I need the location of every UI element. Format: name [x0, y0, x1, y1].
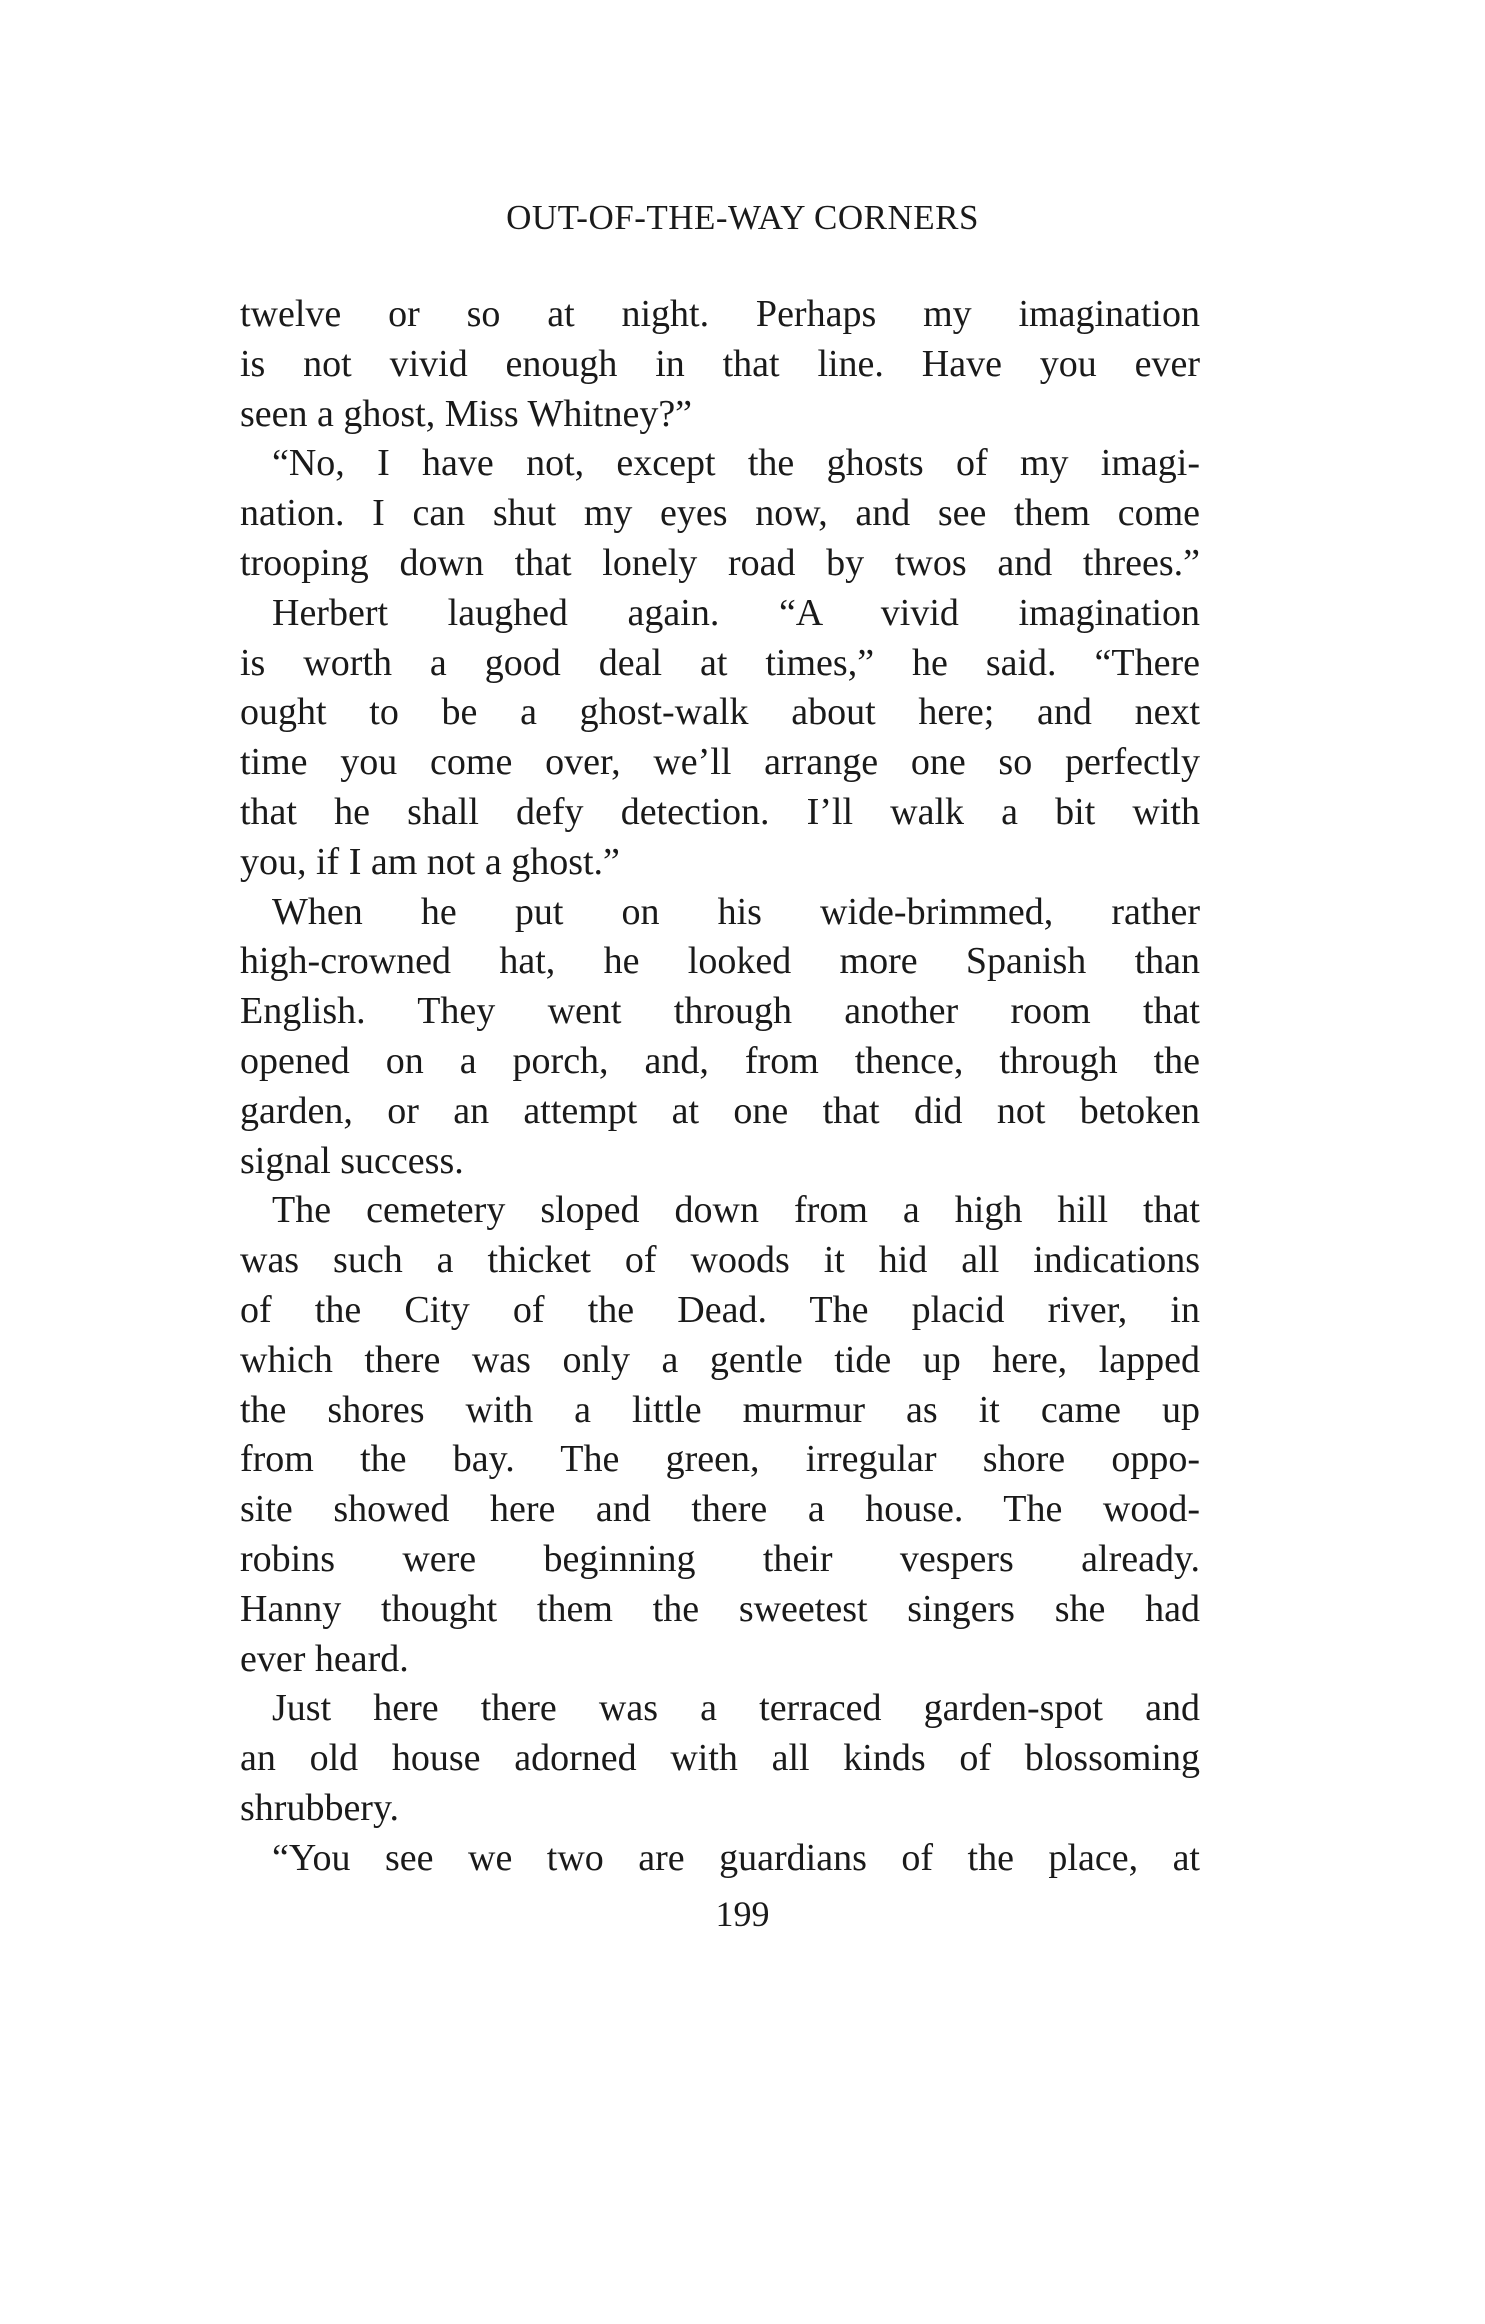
text-line: Just here there was a terraced garden-spot and [272, 1687, 1200, 1730]
text-line: garden, or an attempt at one that did not betoken [240, 1089, 1200, 1132]
text-line: the shores with a little murmur as it came up [240, 1388, 1200, 1431]
page-number: 199 [715, 1894, 770, 1934]
text-line: was such a thicket of woods it hid all indications [240, 1239, 1200, 1282]
text-line: The cemetery sloped down from a high hill that [272, 1189, 1200, 1232]
text-line: nation. I can shut my eyes now, and see them come [240, 492, 1200, 535]
running-header: OUT-OF-THE-WAY CORNERS [506, 198, 979, 237]
text-line: trooping down that lonely road by twos and threes.” [240, 541, 1200, 584]
text-line: twelve or so at night. Perhaps my imagination [240, 293, 1200, 335]
text-line: an old house adorned with all kinds of blossoming [240, 1737, 1200, 1780]
text-line: shrubbery. [240, 1786, 399, 1829]
text-line: English. They went through another room that [240, 990, 1200, 1033]
text-line: site showed here and there a house. The wood- [240, 1488, 1200, 1531]
text-line: “No, I have not, except the ghosts of my imagi- [272, 442, 1200, 485]
text-line: Herbert laughed again. “A vivid imagination [272, 591, 1200, 634]
text-line: Hanny thought them the sweetest singers she had [240, 1587, 1200, 1630]
text-line: When he put on his wide-brimmed, rather [272, 890, 1200, 933]
text-line: seen a ghost, Miss Whitney?” [240, 392, 693, 435]
text-line: you, if I am not a ghost.” [240, 840, 620, 883]
text-line: that he shall defy detection. I’ll walk a bit with [240, 790, 1200, 833]
text-line: from the bay. The green, irregular shore oppo- [240, 1438, 1200, 1481]
text-line: opened on a porch, and, from thence, through the [240, 1039, 1200, 1082]
text-line: ought to be a ghost-walk about here; and next [240, 691, 1200, 734]
text-line: “You see we two are guardians of the place, at [272, 1836, 1200, 1879]
text-line: time you come over, we’ll arrange one so perfectly [240, 741, 1200, 784]
text-line: ever heard. [240, 1637, 409, 1680]
text-line: is not vivid enough in that line. Have you ever [240, 342, 1200, 385]
text-line: of the City of the Dead. The placid river, in [240, 1288, 1200, 1331]
text-line: is worth a good deal at times,” he said. “There [240, 641, 1200, 684]
text-line: high-crowned hat, he looked more Spanish than [240, 940, 1200, 983]
page-body-text [240, 290, 1200, 1884]
text-line: robins were beginning their vespers already. [240, 1537, 1200, 1580]
text-line: which there was only a gentle tide up here, lapped [240, 1338, 1200, 1381]
text-line: signal success. [240, 1139, 464, 1182]
